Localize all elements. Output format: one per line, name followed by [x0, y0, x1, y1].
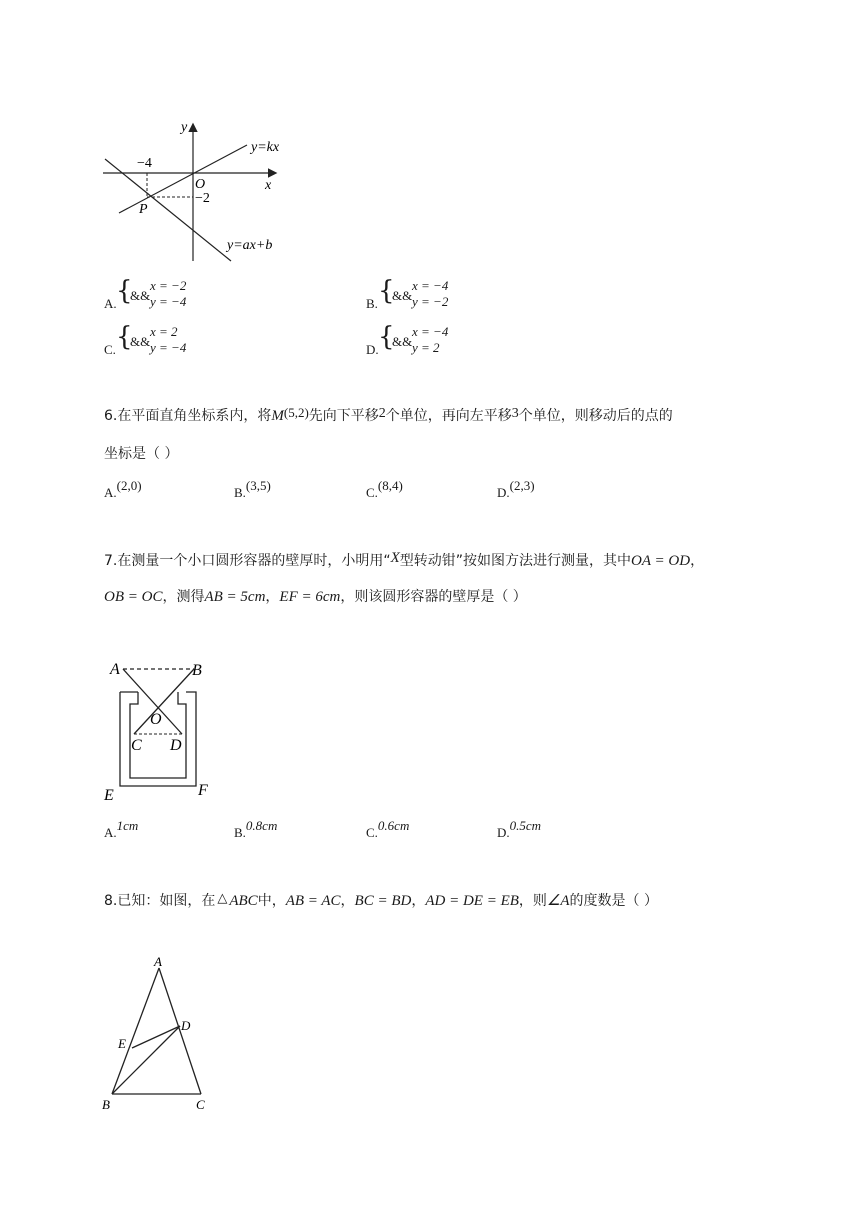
line-ax-b-label: y=ax+b — [227, 238, 273, 253]
q8-stem: 8.已知：如图，在 △ ABC中，AB = AC，BC = BD，AD = DE = EB，则∠A的度数是（ ） — [104, 891, 658, 909]
label-c: C — [196, 1097, 205, 1112]
q6-stem-line1: 6.在平面直角坐标系内，将M(5,2)先向下平移2个单位，再向左平移3个单位，则移动后的点的 — [104, 405, 673, 424]
y-axis-label: y — [181, 120, 188, 135]
brace: { — [378, 322, 395, 352]
q7-option-a[interactable]: A.1cm — [104, 818, 139, 840]
label-f: F — [198, 782, 208, 799]
label-b: B — [102, 1097, 110, 1112]
q5-option-c[interactable]: C. { && x = 2 y = −4 — [104, 322, 187, 357]
container-inner — [130, 692, 186, 778]
point-p-label: P — [139, 202, 148, 217]
x-tick-label: −4 — [137, 156, 152, 171]
label-c: C — [131, 737, 142, 754]
line-kx-label: y=kx — [251, 140, 280, 155]
q6-option-a[interactable]: A.(2,0) — [104, 478, 142, 500]
label-e: E — [104, 787, 114, 802]
y-tick-label: −2 — [195, 191, 210, 206]
x-axis-label: x — [265, 178, 272, 193]
label-d: D — [181, 1018, 191, 1033]
q7-stem-line1: 7.在测量一个小口圆形容器的壁厚时，小明用“X型转动钳”按如图方法进行测量，其中OA = OD， — [104, 550, 705, 569]
q7-option-d[interactable]: D.0.5cm — [497, 818, 542, 840]
isosceles-triangle-figure — [98, 952, 218, 1117]
q5-option-d[interactable]: D. { && x = −4 y = 2 — [366, 322, 449, 357]
q6-option-b[interactable]: B.(3,5) — [234, 478, 271, 500]
label-a: A — [110, 661, 120, 678]
q6-option-d[interactable]: D.(2,3) — [497, 478, 535, 500]
label-b: B — [192, 662, 202, 679]
brace: { — [116, 276, 133, 306]
origin-label: O — [195, 177, 206, 192]
label-e: E — [118, 1036, 126, 1051]
side-ab — [112, 968, 159, 1094]
q7-stem-line2: OB = OC，测得AB = 5cm，EF = 6cm，则该圆形容器的壁厚是（ ） — [104, 589, 527, 605]
arm-bc — [134, 669, 194, 734]
segment-ed — [132, 1026, 180, 1048]
brace: { — [116, 322, 133, 352]
label-a: A — [154, 954, 162, 969]
q7-option-b[interactable]: B.0.8cm — [234, 818, 278, 840]
q5-option-b[interactable]: B. { && x = −4 y = −2 — [366, 276, 449, 311]
q6-stem-line2: 坐标是（ ） — [104, 446, 179, 462]
label-d: D — [170, 737, 182, 754]
brace: { — [378, 276, 395, 306]
side-ac — [159, 968, 201, 1094]
label-o: O — [150, 711, 162, 728]
q7-option-c[interactable]: C.0.6cm — [366, 818, 410, 840]
x-caliper-figure — [98, 652, 228, 802]
linear-functions-graph — [95, 115, 295, 265]
q6-option-c[interactable]: C.(8,4) — [366, 478, 403, 500]
q5-option-a[interactable]: A. { && x = −2 y = −4 — [104, 276, 187, 311]
